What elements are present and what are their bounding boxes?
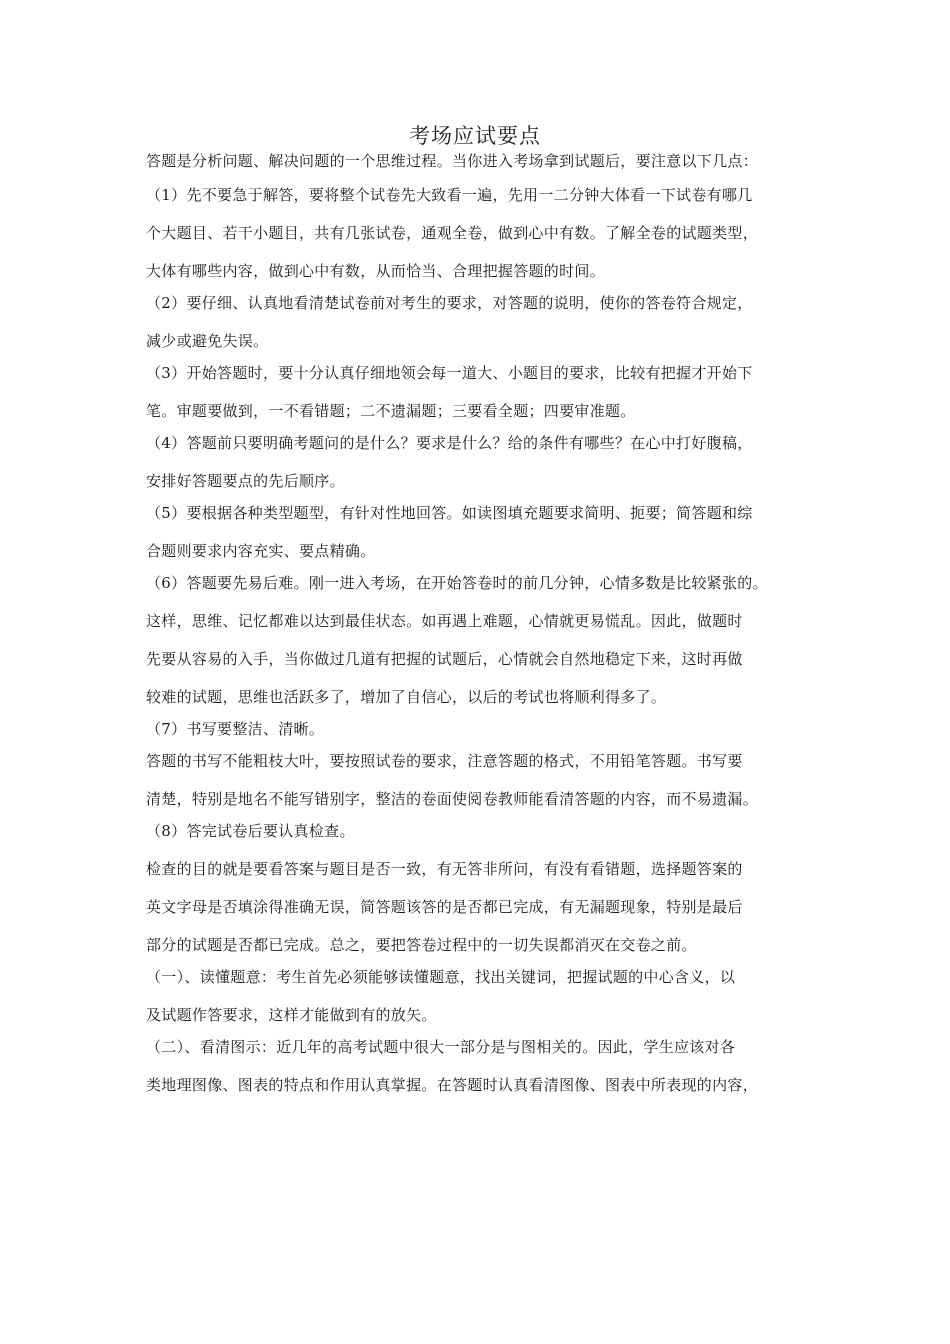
paragraph-line: 答题的书写不能粗枝大叶，要按照试卷的要求，注意答题的格式，不用铅笔答题。书写要 [146,752,743,770]
paragraph-line: 检查的目的就是要看答案与题目是否一致，有无答非所问，有没有看错题，选择题答案的 [146,860,743,878]
paragraph-line: （4）答题前只要明确考题问的是什么？要求是什么？给的条件有哪些？在心中打好腹稿， [146,434,753,452]
paragraph-line: 笔。审题要做到，一不看错题；二不遗漏题；三要看全题；四要审准题。 [146,402,636,420]
paragraph-line: 安排好答题要点的先后顺序。 [146,472,345,490]
paragraph-line: （8）答完试卷后要认真检查。 [146,822,355,840]
paragraph-line: 大体有哪些内容，做到心中有数，从而恰当、合理把握答题的时间。 [146,262,606,280]
paragraph-line: 部分的试题是否都已完成。总之，要把答卷过程中的一切失误都消灭在交卷之前。 [146,936,697,954]
document-body [146,150,810,1112]
paragraph-line: （7）书写要整洁、清晰。 [146,720,325,738]
paragraph-line: 先要从容易的入手，当你做过几道有把握的试题后，心情就会自然地稳定下来，这时再做 [146,650,743,668]
paragraph-line: （2）要仔细、认真地看清楚试卷前对考生的要求，对答题的说明，使你的答卷符合规定， [146,294,753,312]
paragraph-line: 合题则要求内容充实、要点精确。 [146,542,376,560]
paragraph-line: （1）先不要急于解答，要将整个试卷先大致看一遍，先用一二分钟大体看一下试卷有哪几 [146,186,753,204]
paragraph-line: 清楚，特别是地名不能写错别字，整洁的卷面使阅卷教师能看清答题的内容，而不易遗漏。 [146,790,759,808]
paragraph-line: 较难的试题，思维也活跃多了，增加了自信心，以后的考试也将顺利得多了。 [146,688,667,706]
paragraph-line: （一）、读懂题意：考生首先必须能够读懂题意，找出关键词，把握试题的中心含义，以 [146,968,736,986]
paragraph-line: （3）开始答题时，要十分认真仔细地领会每一道大、小题目的要求，比较有把握才开始下 [146,364,753,382]
paragraph-line: 及试题作答要求，这样才能做到有的放矢。 [146,1006,437,1024]
paragraph-line: 答题是分析问题、解决问题的一个思维过程。当你进入考场拿到试题后，要注意以下几点： [146,152,759,170]
paragraph-line: （6）答题要先易后难。刚一进入考场，在开始答卷时的前几分钟，心情多数是比较紧张的。 [146,574,768,592]
paragraph-line: 类地理图像、图表的特点和作用认真掌握。在答题时认真看清图像、图表中所表现的内容， [146,1076,759,1094]
paragraph-line: 个大题目、若干小题目，共有几张试卷，通观全卷，做到心中有数。了解全卷的试题类型， [146,224,759,242]
paragraph-line: 减少或避免失误。 [146,332,269,350]
paragraph-line: （5）要根据各种类型题型，有针对性地回答。如读图填充题要求简明、扼要；简答题和综 [146,504,753,522]
document-title: 考场应试要点 [409,124,541,148]
paragraph-line: 英文字母是否填涂得准确无误，简答题该答的是否都已完成，有无漏题现象，特别是最后 [146,898,743,916]
paragraph-line: 这样，思维、记忆都难以达到最佳状态。如再遇上难题，心情就更易慌乱。因此，做题时 [146,612,743,630]
paragraph-line: （二）、看清图示：近几年的高考试题中很大一部分是与图相关的。因此，学生应该对各 [146,1038,736,1056]
